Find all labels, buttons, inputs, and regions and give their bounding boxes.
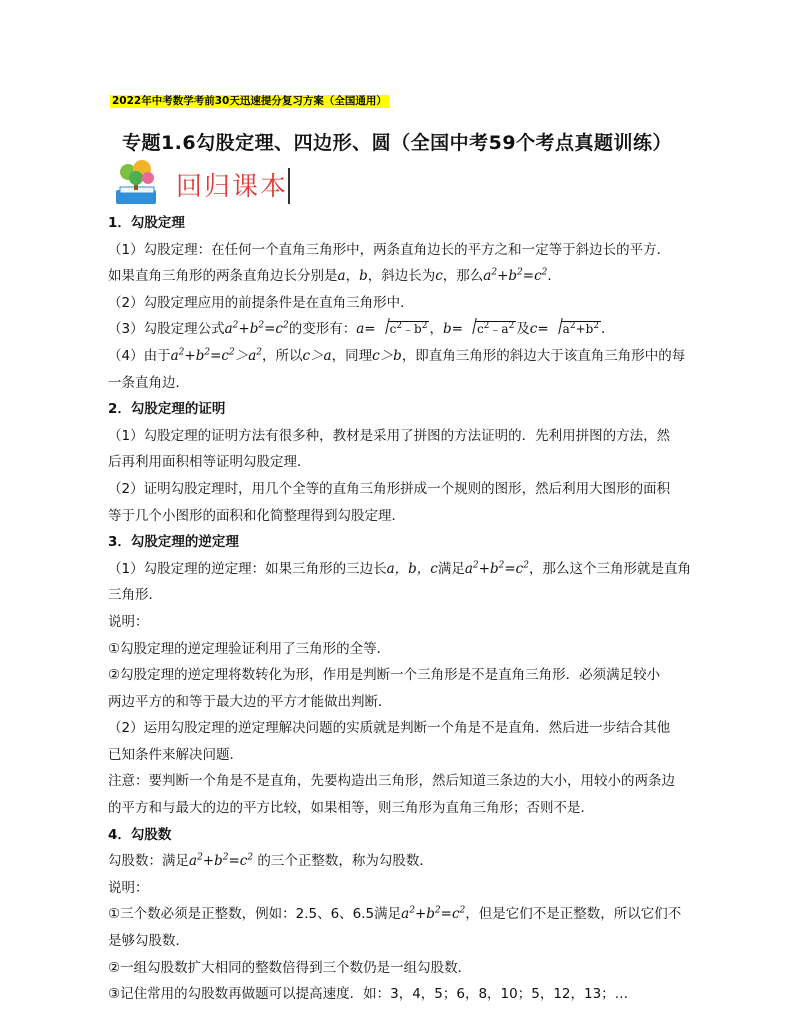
banner-title: 回归课本	[176, 172, 289, 202]
sqrt-expression: $c^2﹣a^2$	[465, 316, 516, 343]
paragraph: （4）由于$a^2+b^2=c^2>a^2$，所以c＞a，同理c＞b，即直角三角形的斜边大于该直角三角形中的每	[108, 347, 686, 364]
paragraph: 一条直角边．	[108, 374, 189, 391]
paragraph: ②一组勾股数扩大相同的整数倍得到三个数仍是一组勾股数．	[108, 959, 472, 976]
paragraph: 是够勾股数．	[108, 933, 189, 950]
formula: $a^2+b^2=c^2$	[464, 560, 529, 577]
paragraph: （3）勾股定理公式$a^2+b^2=c^2$的变形有：$a= c^2﹣b^2$ ，$b= c^2﹣a^2$ 及$c= a^2+b^2$ ．	[108, 316, 688, 343]
paragraph: 的平方和与最大的边的平方比较，如果相等，则三角形为直角三角形；否则不是．	[108, 800, 594, 817]
section-heading-3: 3．勾股定理的逆定理	[108, 534, 239, 551]
banner-divider	[288, 168, 290, 204]
formula: $a^2+b^2=c^2>a^2$	[170, 347, 262, 364]
paragraph: （1）勾股定理的逆定理：如果三角形的三边长a，b，c满足$a^2+b^2=c^2$，那么这个三角形就是直角	[108, 560, 691, 577]
paragraph: 后再利用面积相等证明勾股定理．	[108, 454, 311, 471]
banner	[112, 160, 302, 208]
page-title: 专题1.6勾股定理、四边形、圆（全国中考59个考点真题训练）	[121, 132, 673, 154]
paragraph: （2）勾股定理应用的前提条件是在直角三角形中．	[108, 294, 414, 311]
paragraph: 三角形．	[108, 587, 162, 604]
paragraph: （2）证明勾股定理时，用几个全等的直角三角形拼成一个规则的图形，然后利用大图形的面积	[108, 480, 671, 497]
formula: $a^2+b^2=c^2$	[224, 320, 289, 338]
sqrt-expression: $a^2+b^2$	[551, 316, 601, 343]
sqrt-expression: $c^2﹣b^2$	[378, 316, 430, 343]
section-heading-1: 1．勾股定理	[108, 215, 185, 231]
paragraph: ③记住常用的勾股数再做题可以提高速度．如：3，4，5；6，8，10；5，12，13；…	[108, 986, 629, 1003]
paragraph: 等于几个小图形的面积和化简整理得到勾股定理．	[108, 507, 405, 524]
section-heading-2: 2．勾股定理的证明	[108, 401, 226, 418]
paragraph: 注意：要判断一个角是不是直角，先要构造出三角形，然后知道三条边的大小，用较小的两条边	[108, 773, 675, 790]
paragraph: （1）勾股定理：在任何一个直角三角形中，两条直角边长的平方之和一定等于斜边长的平方．	[108, 241, 671, 258]
content-body	[108, 210, 691, 1008]
paragraph: 两边平方的和等于最大边的平方才能做出判断．	[108, 693, 392, 710]
paragraph: ②勾股定理的逆定理将数转化为形，作用是判断一个三角形是不是直角三角形．必须满足较小	[108, 667, 661, 684]
paragraph: （2）运用勾股定理的逆定理解决问题的实质就是判断一个角是不是直角．然后进一步结合其他	[108, 720, 671, 737]
paragraph: ①三个数必须是正整数，例如：2.5、6、6.5满足$a^2+b^2=c^2$，但是它们不是正整数，所以它们不	[108, 905, 682, 923]
paragraph: 说明：	[108, 613, 149, 630]
paragraph: ①勾股定理的逆定理验证利用了三角形的全等．	[108, 640, 391, 657]
paragraph: 说明：	[108, 879, 149, 896]
paragraph: 勾股数：满足$a^2+b^2=c^2$ 的三个正整数，称为勾股数．	[108, 852, 433, 870]
formula: $a^2+b^2=c^2$	[483, 267, 548, 285]
section-heading-4: 4．勾股数	[108, 826, 172, 843]
paragraph: 如果直角三角形的两条直角边长分别是a，b，斜边长为c，那么$a^2+b^2=c^2$．	[108, 267, 561, 285]
tree-book-icon	[112, 160, 168, 208]
formula: $a^2+b^2=c^2$	[401, 905, 466, 923]
paragraph: （1）勾股定理的证明方法有很多种，教材是采用了拼图的方法证明的．先利用拼图的方法，然	[108, 427, 671, 444]
paragraph: 已知条件来解决问题．	[108, 746, 243, 763]
formula: $a^2+b^2=c^2$	[189, 852, 254, 870]
header-tag: 2022年中考数学考前30天迅速提分复习方案（全国通用）	[112, 95, 387, 107]
